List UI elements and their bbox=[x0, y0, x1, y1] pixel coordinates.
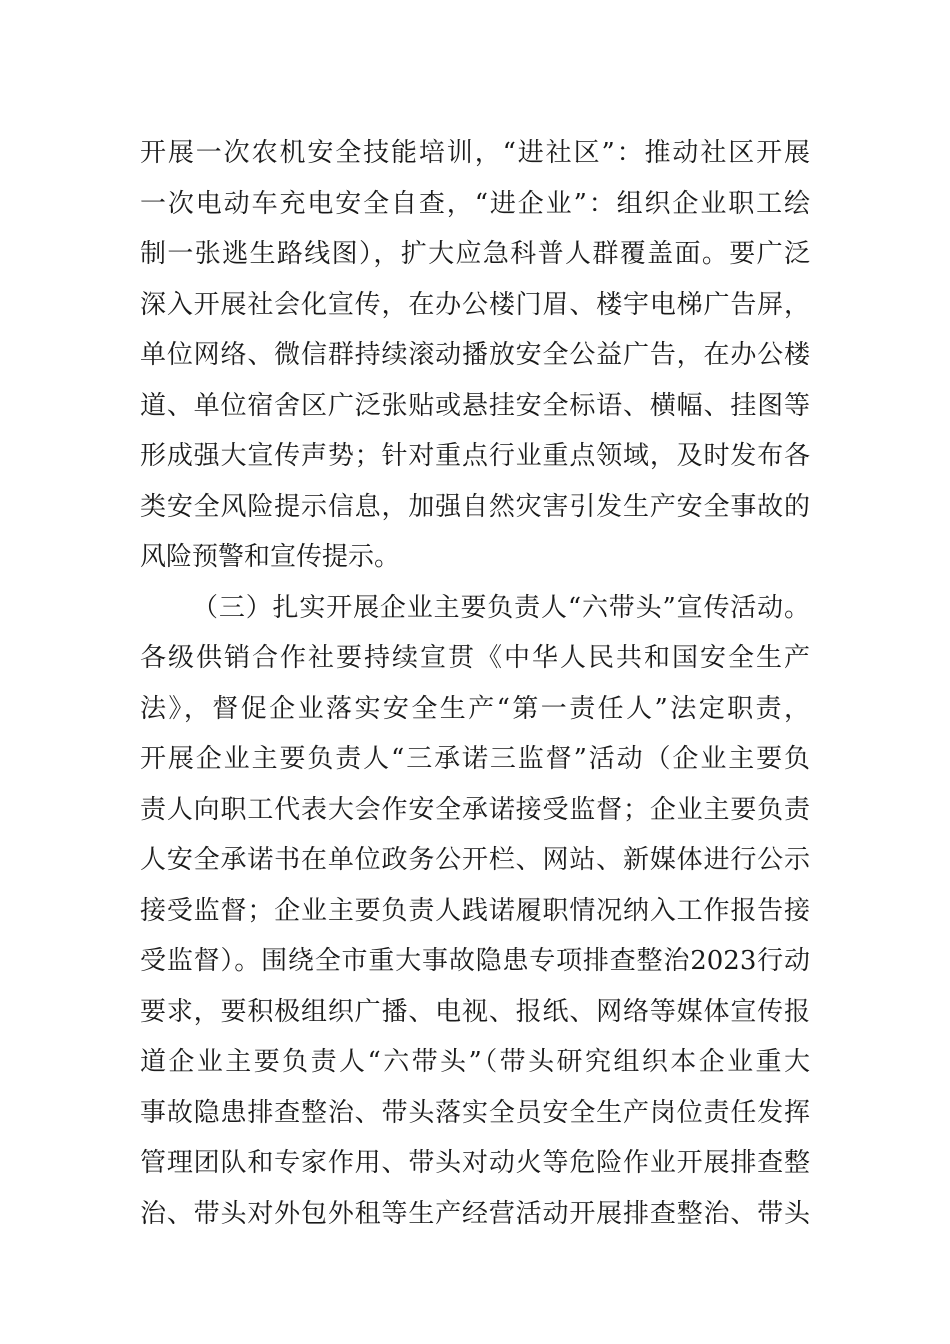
text-line: 道企业主要负责人“六带头”（带头研究组织本企业重大 bbox=[140, 1047, 810, 1077]
text-line: 开展一次农机安全技能培训，“进社区”：推动社区开展 bbox=[140, 138, 810, 168]
text-line: 类安全风险提示信息，加强自然灾害引发生产安全事故的 bbox=[140, 491, 810, 522]
section-heading: （三）扎实开展企业主要负责人“六带头”宣传活动。 bbox=[192, 592, 810, 623]
text-line: 人安全承诺书在单位政务公开栏、网站、新媒体进行公示 bbox=[140, 845, 810, 875]
text-line: 事故隐患排查整治、带头落实全员安全生产岗位责任发挥 bbox=[140, 1097, 810, 1128]
text-line: 法》，督促企业落实安全生产“第一责任人”法定职责， bbox=[140, 693, 810, 724]
text-line: 治、带头对外包外租等生产经营活动开展排查整治、带头 bbox=[140, 1198, 810, 1229]
text-line: 深入开展社会化宣传，在办公楼门眉、楼宇电梯广告屏， bbox=[140, 289, 810, 320]
text-line: 管理团队和专家作用、带头对动火等危险作业开展排查整 bbox=[140, 1148, 810, 1178]
text-line: 一次电动车充电安全自查，“进企业”：组织企业职工绘 bbox=[140, 188, 810, 219]
text-line: 道、单位宿舍区广泛张贴或悬挂安全标语、横幅、挂图等 bbox=[140, 390, 810, 421]
text-line: 制一张逃生路线图），扩大应急科普人群覆盖面。要广泛 bbox=[140, 239, 810, 269]
text-line: 责人向职工代表大会作安全承诺接受监督；企业主要负责 bbox=[140, 794, 810, 825]
text-line: 接受监督；企业主要负责人践诺履职情况纳入工作报告接 bbox=[140, 895, 810, 926]
text-line: 形成强大宣传声势；针对重点行业重点领域，及时发布各 bbox=[140, 441, 810, 471]
text-line: 各级供销合作社要持续宣贯《中华人民共和国安全生产 bbox=[140, 643, 810, 673]
text-line: 开展企业主要负责人“三承诺三监督”活动（企业主要负 bbox=[140, 744, 810, 774]
text-line: 单位网络、微信群持续滚动播放安全公益广告，在办公楼 bbox=[140, 340, 810, 370]
text-line: 风险预警和宣传提示。 bbox=[140, 542, 401, 572]
body-text bbox=[140, 128, 810, 1239]
text-line: 受监督）。围绕全市重大事故隐患专项排查整治2023行动 bbox=[140, 946, 810, 976]
text-line: 要求，要积极组织广播、电视、报纸、网络等媒体宣传报 bbox=[140, 996, 810, 1027]
